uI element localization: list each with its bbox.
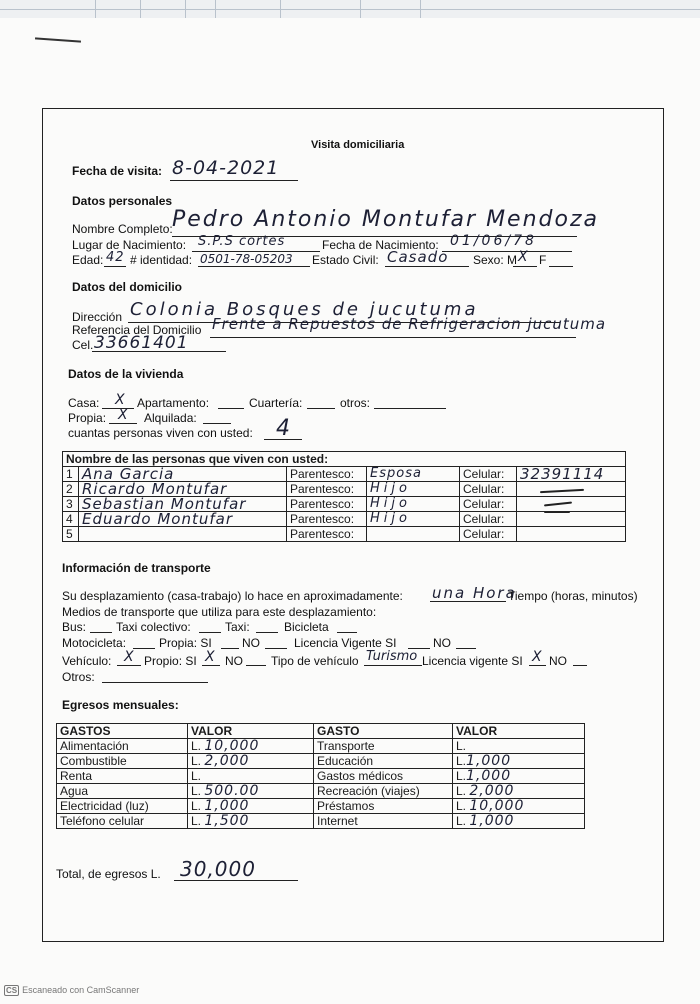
expense-item: Préstamos	[314, 799, 453, 814]
underline	[364, 665, 422, 666]
form-title: Visita domiciliaria	[311, 139, 405, 151]
person-relation[interactable]: Hijo	[367, 512, 460, 527]
parentesco-label: Parentesco:	[287, 467, 367, 482]
underline	[109, 423, 137, 424]
means-label: Medios de transporte que utiliza para este desplazamiento:	[62, 605, 377, 619]
commute-value[interactable]: una Hora	[432, 584, 517, 602]
otros-transport-label: Otros:	[62, 670, 95, 684]
currency-label: L.	[456, 754, 467, 768]
currency-label: L.	[456, 799, 467, 813]
pen-stroke	[35, 37, 81, 42]
currency-label: L.	[191, 769, 202, 783]
expenses-header-row	[57, 724, 585, 739]
underline	[117, 665, 141, 666]
underline	[90, 632, 112, 633]
housing-heading: Datos de la vivienda	[68, 367, 184, 381]
scanner-text: Escaneado con CamScanner	[22, 985, 140, 995]
lic-mark[interactable]: X	[532, 649, 543, 665]
col-valor: VALOR	[188, 724, 314, 739]
count-label: cuantas personas viven con usted:	[68, 426, 253, 440]
name-value[interactable]: Pedro Antonio Montufar Mendoza	[172, 207, 599, 232]
underline	[529, 665, 546, 666]
underline	[198, 266, 310, 267]
underline	[456, 648, 476, 649]
col-gasto: GASTO	[314, 724, 453, 739]
tipo-value[interactable]: Turismo	[366, 649, 418, 664]
phone-label: Cel.	[72, 338, 94, 352]
birthplace-value[interactable]: S.P.S cortes	[198, 234, 286, 249]
commute-label: Su desplazamiento (casa-trabajo) lo hace en aproximadamente:	[62, 589, 403, 603]
underline	[221, 648, 239, 649]
underline	[513, 266, 537, 267]
sex-f-label: F	[539, 253, 547, 267]
propio-mark[interactable]: X	[205, 649, 216, 665]
visit-date-label: Fecha de visita:	[72, 164, 163, 178]
expense-item: Internet	[314, 814, 453, 829]
underline	[170, 180, 298, 181]
person-name[interactable]: Eduardo Montufar	[79, 512, 287, 527]
vehiculo-propio: Propio: SI	[144, 654, 197, 668]
parentesco-label: Parentesco:	[287, 527, 367, 542]
sex-mark[interactable]: X	[518, 249, 529, 265]
expense-value[interactable]: 10,000	[204, 738, 260, 754]
strip-cell	[360, 9, 421, 18]
underline	[218, 408, 244, 409]
underline	[203, 423, 231, 424]
underline	[199, 632, 221, 633]
currency-label: L.	[191, 814, 202, 828]
propia-mark[interactable]: X	[118, 407, 129, 423]
underline	[385, 266, 469, 267]
civil-label: Estado Civil:	[312, 253, 379, 267]
expense-item: Renta	[57, 769, 188, 784]
row-number: 1	[63, 467, 79, 482]
household-row	[63, 512, 626, 527]
count-value[interactable]: 4	[276, 416, 291, 441]
col-valor-2: VALOR	[453, 724, 585, 739]
person-relation[interactable]	[367, 527, 460, 542]
expenses-table	[56, 723, 585, 829]
age-label: Edad:	[72, 253, 104, 267]
moto-lic-no: NO	[433, 636, 451, 650]
vehiculo-label: Vehículo:	[62, 654, 112, 668]
underline	[210, 337, 576, 338]
sex-label: Sexo: M	[473, 253, 518, 267]
household-header: Nombre de las personas que viven con usted:	[63, 452, 626, 467]
col-gastos: GASTOS	[57, 724, 188, 739]
visit-date-value[interactable]: 8-04-2021	[172, 157, 280, 179]
expense-item: Transporte	[314, 739, 453, 754]
underline	[337, 632, 357, 633]
person-relation[interactable]: Esposa	[367, 467, 460, 482]
civil-value[interactable]: Casado	[387, 248, 449, 266]
dash-mark	[544, 511, 570, 513]
total-label: Total, de egresos L.	[56, 867, 161, 881]
scanned-header-strip	[0, 0, 700, 18]
celular-label: Celular:	[460, 512, 517, 527]
strip-cell	[185, 0, 216, 9]
underline	[174, 880, 298, 881]
underline	[264, 439, 302, 440]
otros-label: otros:	[340, 396, 371, 410]
propia-label: Propia:	[68, 411, 107, 425]
underline	[133, 648, 155, 649]
underline	[573, 665, 587, 666]
person-phone[interactable]	[517, 512, 626, 527]
household-table	[62, 451, 626, 542]
underline	[549, 266, 573, 267]
apartamento-label: Apartamento:	[137, 396, 210, 410]
currency-label: L.	[191, 784, 202, 798]
underline	[246, 665, 266, 666]
moto-licencia: Licencia Vigente SI	[294, 636, 397, 650]
vehiculo-mark[interactable]: X	[124, 649, 135, 665]
celular-label: Celular:	[460, 482, 517, 497]
person-relation[interactable]: Hijo	[367, 497, 460, 512]
celular-label: Celular:	[460, 527, 517, 542]
birthdate-label: Fecha de Nacimiento:	[322, 238, 439, 252]
moto-label: Motocicleta:	[62, 636, 127, 650]
expense-row	[57, 769, 585, 784]
currency-label: L.	[191, 754, 202, 768]
currency-label: L.	[456, 739, 467, 753]
currency-label: L.	[191, 799, 202, 813]
person-name[interactable]	[79, 527, 287, 542]
domicile-heading: Datos del domicilio	[72, 280, 183, 294]
expense-item: Electricidad (luz)	[57, 799, 188, 814]
currency-label: L.	[456, 814, 467, 828]
expense-row	[57, 799, 585, 814]
expense-value[interactable]: 500.00	[204, 783, 260, 799]
expense-item: Gastos médicos	[314, 769, 453, 784]
expense-value[interactable]: 2,000	[469, 783, 515, 799]
total-value[interactable]: 30,000	[180, 857, 256, 881]
currency-label: L.	[191, 739, 202, 753]
expenses-heading: Egresos mensuales:	[62, 698, 179, 712]
household-row	[63, 527, 626, 542]
person-name[interactable]: Sebastian Montufar	[79, 497, 287, 512]
vehiculo-no: NO	[225, 654, 243, 668]
person-phone[interactable]	[517, 527, 626, 542]
underline	[442, 251, 572, 252]
expense-value[interactable]: 1,000	[466, 753, 512, 769]
expense-value[interactable]: 2,000	[204, 753, 250, 769]
id-label: # identidad:	[130, 253, 193, 267]
expense-item: Educación	[314, 754, 453, 769]
strip-cell	[0, 0, 96, 9]
expense-row	[57, 814, 585, 829]
moto-no: NO	[242, 636, 260, 650]
strip-row	[0, 9, 700, 18]
scanner-watermark	[4, 985, 139, 996]
currency-label: L.	[456, 784, 467, 798]
currency-label: L.	[456, 769, 467, 783]
personal-heading: Datos personales	[72, 194, 173, 208]
strip-cell	[215, 9, 281, 18]
underline	[92, 351, 226, 352]
casa-label: Casa:	[68, 396, 100, 410]
underline	[104, 266, 126, 267]
underline	[265, 648, 287, 649]
celular-label: Celular:	[460, 497, 517, 512]
moto-propia: Propia: SI	[159, 636, 212, 650]
colectivo-label: Taxi colectivo:	[116, 620, 191, 634]
underline	[307, 408, 335, 409]
camscanner-logo: CS	[6, 986, 18, 995]
transport-heading: Información de transporte	[62, 561, 211, 575]
address-label: Dirección	[72, 310, 123, 324]
bicicleta-label: Bicicleta	[284, 620, 329, 634]
expense-row	[57, 739, 585, 754]
tipo-label: Tipo de vehículo	[271, 654, 359, 668]
taxi-label: Taxi:	[225, 620, 250, 634]
expense-item: Agua	[57, 784, 188, 799]
expense-value[interactable]: 10,000	[469, 798, 525, 814]
expense-item: Teléfono celular	[57, 814, 188, 829]
row-number: 4	[63, 512, 79, 527]
phone-value[interactable]: 33661401	[94, 333, 189, 353]
strip-cell	[140, 0, 186, 9]
parentesco-label: Parentesco:	[287, 497, 367, 512]
reference-value[interactable]: Frente a Repuestos de Refrigeracion jucutuma	[212, 315, 607, 333]
commute-unit: Tiempo (horas, minutos)	[508, 589, 638, 603]
parentesco-label: Parentesco:	[287, 512, 367, 527]
expense-row	[57, 754, 585, 769]
row-number: 5	[63, 527, 79, 542]
expense-row	[57, 784, 585, 799]
strip-cell	[280, 0, 361, 9]
row-number: 3	[63, 497, 79, 512]
birthdate-value[interactable]: 01/06/78	[450, 233, 537, 249]
underline	[202, 665, 220, 666]
celular-label: Celular:	[460, 467, 517, 482]
expense-value[interactable]: 1,000	[469, 813, 515, 829]
age-value[interactable]: 42	[106, 250, 125, 265]
expense-value[interactable]: 1,000	[466, 768, 512, 784]
casa-mark[interactable]: X	[115, 392, 126, 408]
person-relation[interactable]: Hijo	[367, 482, 460, 497]
strip-cell	[95, 9, 141, 18]
expense-value[interactable]: 1,000	[204, 798, 250, 814]
expense-item: Alimentación	[57, 739, 188, 754]
lic-label: Licencia vigente SI	[422, 654, 523, 668]
person-phone[interactable]	[517, 497, 626, 512]
underline	[256, 632, 278, 633]
underline	[374, 408, 446, 409]
strip-cell	[95, 0, 141, 9]
person-phone[interactable]: 32391114	[517, 467, 626, 482]
underline	[102, 682, 208, 683]
person-name[interactable]: Ricardo Montufar	[79, 482, 287, 497]
strip-cell	[0, 9, 96, 18]
parentesco-label: Parentesco:	[287, 482, 367, 497]
expense-item: Combustible	[57, 754, 188, 769]
lic-no: NO	[549, 654, 567, 668]
expense-item: Recreación (viajes)	[314, 784, 453, 799]
person-name[interactable]: Ana Garcia	[79, 467, 287, 482]
bus-label: Bus:	[62, 620, 87, 634]
underline	[430, 601, 506, 602]
expense-value[interactable]: 1,500	[204, 813, 250, 829]
strip-cell	[215, 0, 281, 9]
strip-cell	[140, 9, 186, 18]
name-label: Nombre Completo:	[72, 222, 173, 236]
alquilada-label: Alquilada:	[144, 411, 197, 425]
strip-cell	[280, 9, 361, 18]
cuarteria-label: Cuartería:	[249, 396, 303, 410]
strip-cell	[360, 0, 421, 9]
row-number: 2	[63, 482, 79, 497]
birthplace-label: Lugar de Nacimiento:	[72, 238, 187, 252]
id-value[interactable]: 0501-78-05203	[200, 252, 293, 266]
strip-cell	[185, 9, 216, 18]
reference-label: Referencia del Domicilio	[72, 323, 202, 337]
address-value[interactable]: Colonia Bosques de jucutuma	[130, 299, 479, 320]
